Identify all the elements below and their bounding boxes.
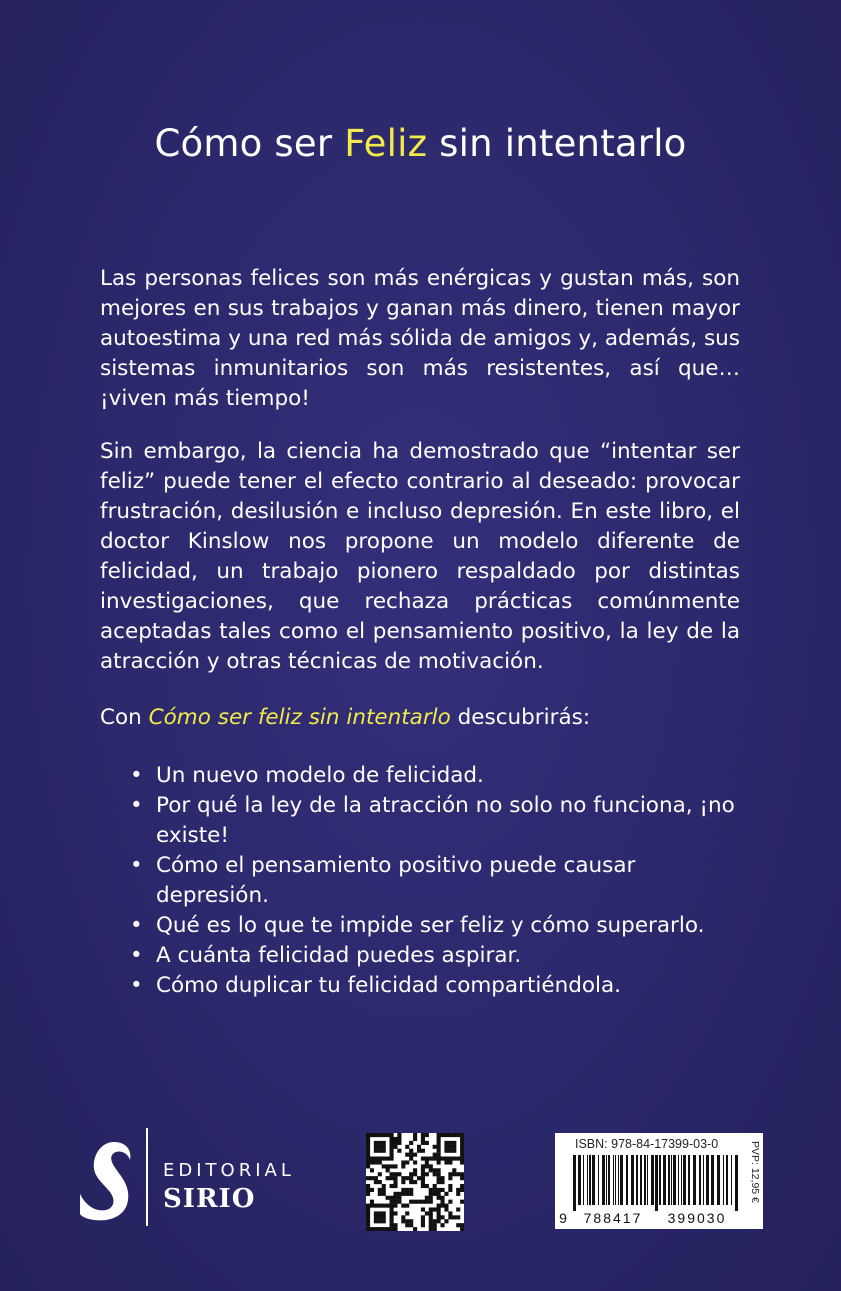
list-item — [130, 911, 750, 941]
price-label: PVP: 12,95 € — [749, 1141, 761, 1203]
list-item-text: Cómo duplicar tu felicidad compartiéndola. — [156, 973, 621, 998]
barcode-lead-digit: 9 — [559, 1210, 567, 1226]
list-item — [130, 761, 750, 791]
swan-s-logo-icon — [80, 1140, 132, 1222]
bullets-intro — [100, 703, 740, 733]
barcode-block — [555, 1133, 763, 1229]
logo-divider — [146, 1128, 148, 1226]
title-part-2: sin intentarlo — [427, 122, 687, 165]
list-item — [130, 941, 750, 971]
publisher-name: SIRIO — [163, 1184, 256, 1214]
bullet-icon: • — [130, 763, 143, 788]
list-item — [130, 851, 750, 911]
blurb-paragraph-1: Las personas felices son más enérgicas y gustan más, son mejores en sus trabajos y ganan más dinero, tienen mayor autoestima y una red más sólida de amigos y, además, sus sistemas inmunitarios son más resistentes, así que… ¡viven más tiempo! — [100, 266, 740, 411]
isbn-label: ISBN: 978-84-17399-03-0 — [575, 1137, 719, 1151]
bullet-icon: • — [130, 973, 143, 998]
intro-pre: Con — [100, 705, 149, 730]
barcode-digits — [555, 1210, 745, 1226]
list-item-text: Cómo el pensamiento positivo puede causar depresión. — [156, 853, 636, 908]
barcode-group-2: 399030 — [667, 1210, 727, 1226]
barcode-group-1: 788417 — [583, 1210, 643, 1226]
bullet-icon: • — [130, 913, 143, 938]
cover-title — [0, 122, 841, 165]
title-part-1: Cómo ser — [154, 122, 345, 165]
list-item-text: Por qué la ley de la atracción no solo no funciona, ¡no existe! — [156, 793, 735, 848]
list-item — [130, 971, 750, 1001]
list-item — [130, 791, 750, 851]
bullet-icon: • — [130, 853, 143, 878]
bullet-icon: • — [130, 943, 143, 968]
list-item-text: Un nuevo modelo de felicidad. — [156, 763, 484, 788]
list-item-text: Qué es lo que te impide ser feliz y cómo superarlo. — [156, 913, 705, 938]
blurb-paragraph-2: Sin embargo, la ciencia ha demostrado que “intentar ser feliz” puede tener el efecto contrario al deseado: provocar frustración, desilusión e incluso depresión. En este libro, el doctor Kinslow nos propone un modelo diferente de felicidad, un trabajo pionero respaldado por distintas investigaciones, que rechaza prácticas comúnmente aceptadas tales como el pensamiento positivo, la ley de la atracción y otras técnicas de motivación. — [100, 439, 740, 674]
benefits-list — [130, 761, 750, 1001]
title-accent-word: Feliz — [344, 122, 428, 165]
qr-code-icon — [366, 1133, 464, 1231]
bullet-icon: • — [130, 793, 143, 818]
intro-post: descubrirás: — [450, 705, 591, 730]
publisher-label: EDITORIAL — [163, 1160, 295, 1181]
intro-book-title: Cómo ser feliz sin intentarlo — [148, 705, 451, 730]
barcode-icon — [571, 1155, 739, 1211]
list-item-text: A cuánta felicidad puedes aspirar. — [156, 943, 522, 968]
